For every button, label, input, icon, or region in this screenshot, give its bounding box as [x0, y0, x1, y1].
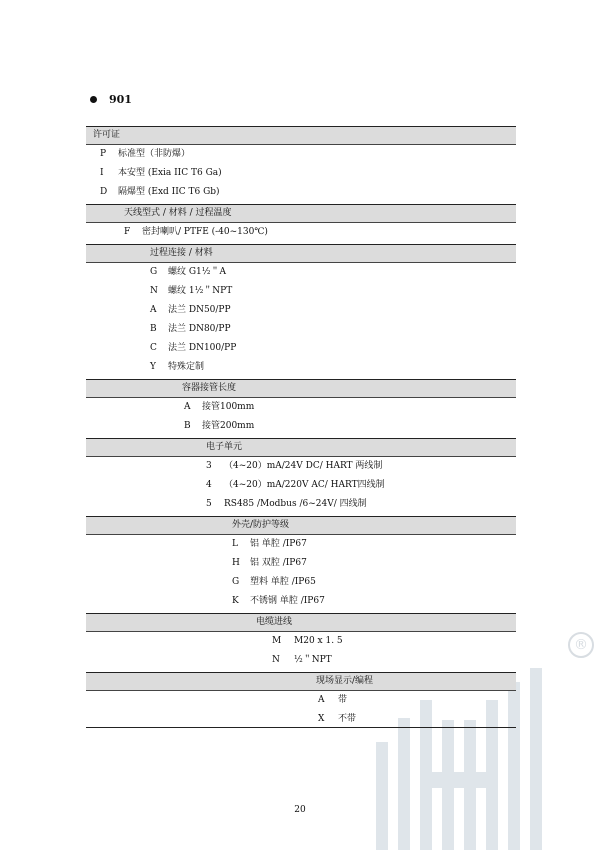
option-row: [86, 183, 516, 202]
option-code: P: [100, 149, 107, 159]
section-header-license: [86, 126, 516, 145]
option-row: [86, 339, 516, 358]
section-header-process-connection: [86, 244, 516, 263]
option-row: [86, 320, 516, 339]
option-text: （4~20）mA/220V AC/ HART四线制: [224, 480, 385, 490]
option-text: 螺纹 G1½＂A: [168, 267, 226, 277]
option-text: M20 x 1. 5: [294, 636, 343, 646]
option-row: [86, 417, 516, 436]
option-text: 塑料 单腔 /IP65: [250, 577, 316, 587]
option-text: 隔爆型 (Exd IIC T6 Gb): [118, 187, 220, 197]
option-code: 3: [206, 461, 212, 471]
option-code: Y: [150, 362, 156, 372]
option-code: A: [150, 305, 157, 315]
option-row: [86, 495, 516, 514]
option-row: [86, 301, 516, 320]
registered-mark: ®: [568, 632, 594, 658]
option-code: N: [272, 655, 280, 665]
option-row: [86, 145, 516, 164]
option-code: I: [100, 168, 104, 178]
option-code: A: [318, 695, 325, 705]
option-code: A: [184, 402, 191, 412]
option-text: 螺纹 1½＂NPT: [168, 286, 233, 296]
option-code: C: [150, 343, 157, 353]
option-row: [86, 457, 516, 476]
option-text: 铝 双腔 /IP67: [250, 558, 307, 568]
option-row: [86, 282, 516, 301]
section-header-housing: [86, 516, 516, 535]
option-text: 特殊定制: [168, 362, 205, 372]
option-code: D: [100, 187, 108, 197]
option-row: [86, 223, 516, 242]
option-code: G: [232, 577, 240, 587]
option-row: [86, 263, 516, 282]
section-header-nozzle-length: [86, 379, 516, 398]
option-code: F: [124, 227, 131, 237]
table-bottom-rule: [86, 727, 516, 728]
option-code: K: [232, 596, 239, 606]
option-row: [86, 535, 516, 554]
option-text: 密封喇叭/ PTFE (-40~130℃): [142, 227, 268, 237]
section-header-label: 天线型式 / 材料 / 过程温度: [124, 208, 232, 218]
option-row: [86, 592, 516, 611]
section-header-label: 许可证: [93, 130, 121, 140]
option-text: 标准型（非防爆）: [118, 149, 191, 159]
option-code: B: [184, 421, 191, 431]
section-header-label: 过程连接 / 材料: [150, 248, 213, 258]
option-text: （4~20）mA/24V DC/ HART 两线制: [224, 461, 383, 471]
option-code: L: [232, 539, 238, 549]
option-text: 带: [338, 695, 348, 705]
page-number: 20: [294, 805, 306, 815]
option-row: [86, 358, 516, 377]
section-header-cable-entry: [86, 613, 516, 632]
option-text: 不带: [338, 714, 357, 724]
option-text: 铝 单腔 /IP67: [250, 539, 307, 549]
option-code: B: [150, 324, 157, 334]
option-text: 法兰 DN100/PP: [168, 343, 237, 353]
option-text: 本安型 (Exia IIC T6 Ga): [118, 168, 222, 178]
option-row: [86, 573, 516, 592]
section-header-label: 电子单元: [206, 442, 243, 452]
section-header-label: 外壳/防护等级: [232, 520, 290, 530]
section-header-local-display: [86, 672, 516, 691]
option-text: 接管200mm: [202, 421, 255, 431]
option-code: X: [318, 714, 325, 724]
section-header-label: 现场显示/编程: [316, 676, 374, 686]
option-row: [86, 398, 516, 417]
option-row: [86, 632, 516, 651]
option-text: 法兰 DN50/PP: [168, 305, 231, 315]
option-row: [86, 691, 516, 710]
option-text: RS485 /Modbus /6~24V/ 四线制: [224, 499, 367, 509]
option-code: G: [150, 267, 158, 277]
option-code: M: [272, 636, 282, 646]
option-code: N: [150, 286, 158, 296]
option-text: 法兰 DN80/PP: [168, 324, 231, 334]
model-heading: [90, 93, 132, 106]
section-header-antenna: [86, 204, 516, 223]
option-code: 5: [206, 499, 212, 509]
option-text: 接管100mm: [202, 402, 255, 412]
option-row: [86, 554, 516, 573]
option-code: H: [232, 558, 240, 568]
model-number: 901: [109, 93, 132, 106]
option-row: [86, 164, 516, 183]
section-header-label: 电缆进线: [256, 617, 293, 627]
option-code: 4: [206, 480, 212, 490]
option-row: [86, 651, 516, 670]
option-row: [86, 476, 516, 495]
section-header-label: 容器接管长度: [182, 383, 237, 393]
option-text: ½＂NPT: [294, 655, 332, 665]
bullet-icon: [90, 96, 97, 103]
section-header-electronics: [86, 438, 516, 457]
option-text: 不锈钢 单腔 /IP67: [250, 596, 325, 606]
